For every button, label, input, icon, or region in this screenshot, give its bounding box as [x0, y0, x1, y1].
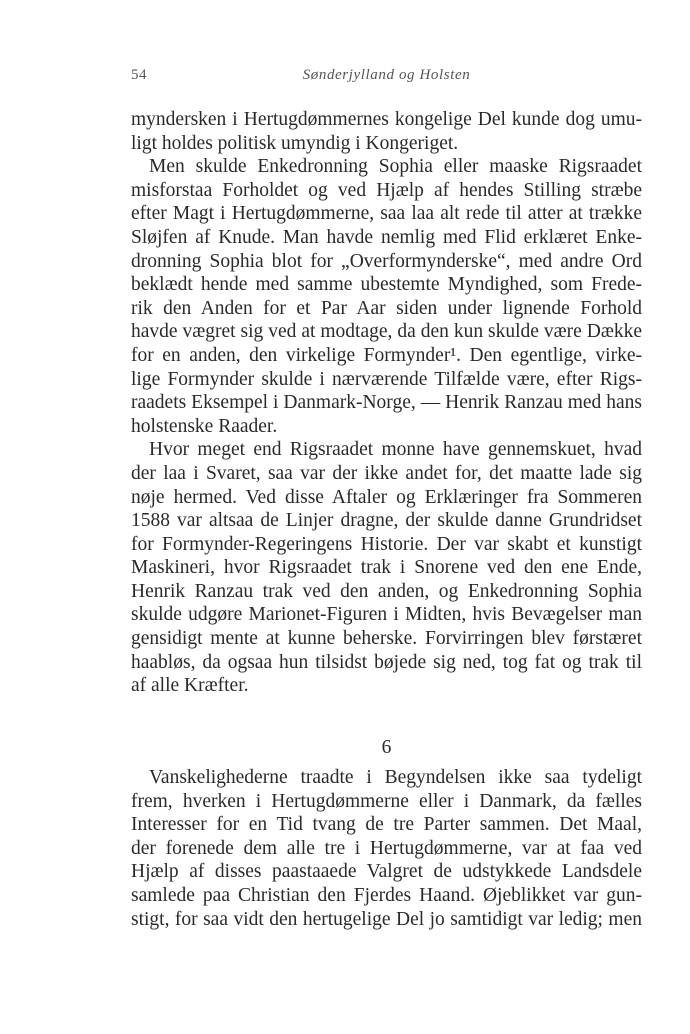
text-line: samlede paa Christian den Fjerdes Haand. Øjeblikket var gun-: [131, 884, 642, 906]
text-line: frem, hverken i Hertugdømmerne eller i Danmark, da fælles: [131, 790, 642, 812]
text-line: efter Magt i Hertugdømmerne, saa laa alt rede til atter at trække: [131, 203, 642, 225]
text-line: misforstaa Forholdet og ved Hjælp af hendes Stilling stræbe: [131, 179, 642, 201]
text-line: for Formynder-Regeringens Historie. Der var skabt et kunstigt: [131, 533, 642, 555]
text-line: Hvor meget end Rigsraadet monne have gennemskuet, hvad: [149, 439, 642, 461]
text-line: der laa i Svaret, saa var der ikke andet for, det maatte lade sig: [131, 462, 642, 484]
text-line: ligt holdes politisk umyndig i Kongeriget.: [131, 132, 459, 154]
text-line: Maskineri, hvor Rigsraadet trak i Snorene ved den ene Ende,: [131, 557, 642, 579]
text-line: rik den Anden for et Par Aar siden under lignende Forhold: [131, 297, 642, 319]
text-line: haabløs, da ogsaa hun tilsidst bøjede sig ned, tog fat og trak til: [131, 651, 642, 673]
text-line: myndersken i Hertugdømmernes kongelige Del kunde dog umu-: [131, 109, 642, 130]
text-line: nøje hermed. Ved disse Aftaler og Erklæringer fra Sommeren: [131, 486, 642, 508]
text-line: Interesser for en Tid tvang de tre Parter sammen. Det Maal,: [131, 814, 642, 836]
text-line: gensidigt mente at kunne beherske. Forvirringen blev førstæret: [131, 628, 642, 650]
section-number: 6: [381, 737, 392, 758]
text-line: 1588 var altsaa de Linjer dragne, der skulde danne Grundridset: [131, 510, 642, 532]
text-line: havde vægret sig ved at modtage, da den kun skulde være Dække: [131, 321, 642, 343]
text-line: dronning Sophia blot for „Overformynderske“, med andre Ord: [131, 250, 642, 272]
text-line: der forenede dem alle tre i Hertugdømmerne, var at faa ved: [131, 837, 642, 859]
text-line: holstenske Raader.: [131, 415, 278, 437]
text-line: for en anden, den virkelige Formynder¹. Den egentlige, virke-: [131, 344, 642, 366]
text-line: Men skulde Enkedronning Sophia eller maaske Rigsraadet: [149, 156, 642, 178]
page-number: 54: [131, 67, 147, 83]
running-head: [131, 67, 642, 89]
text-line: Vanskelighederne traadte i Begyndelsen ikke saa tydeligt: [149, 767, 642, 788]
running-title: Sønderjylland og Holsten: [302, 67, 471, 83]
text-line: skulde udgøre Marionet-Figuren i Midten, hvis Bevægelser man: [131, 604, 642, 626]
text-line: Hjælp af disses paastaaede Valgret de udstykkede Landsdele: [131, 861, 642, 883]
body-text: [131, 108, 642, 698]
section-text: [131, 766, 642, 931]
text-line: beklædt hende med samme ubestemte Myndighed, som Frede-: [131, 274, 642, 296]
text-line: lige Formynder skulde i nærværende Tilfælde være, efter Rigs-: [131, 368, 642, 390]
text-line: Sløjfen af Knude. Man havde nemlig med Flid erklæret Enke-: [131, 226, 642, 248]
text-line: stigt, for saa vidt den hertugelige Del jo samtidigt var ledig; men: [131, 908, 642, 930]
text-line: af alle Kræfter.: [131, 675, 249, 697]
text-line: raadets Eksempel i Danmark-Norge, — Henrik Ranzau med hans: [131, 392, 642, 414]
text-line: Henrik Ranzau trak ved den anden, og Enkedronning Sophia: [131, 580, 642, 602]
